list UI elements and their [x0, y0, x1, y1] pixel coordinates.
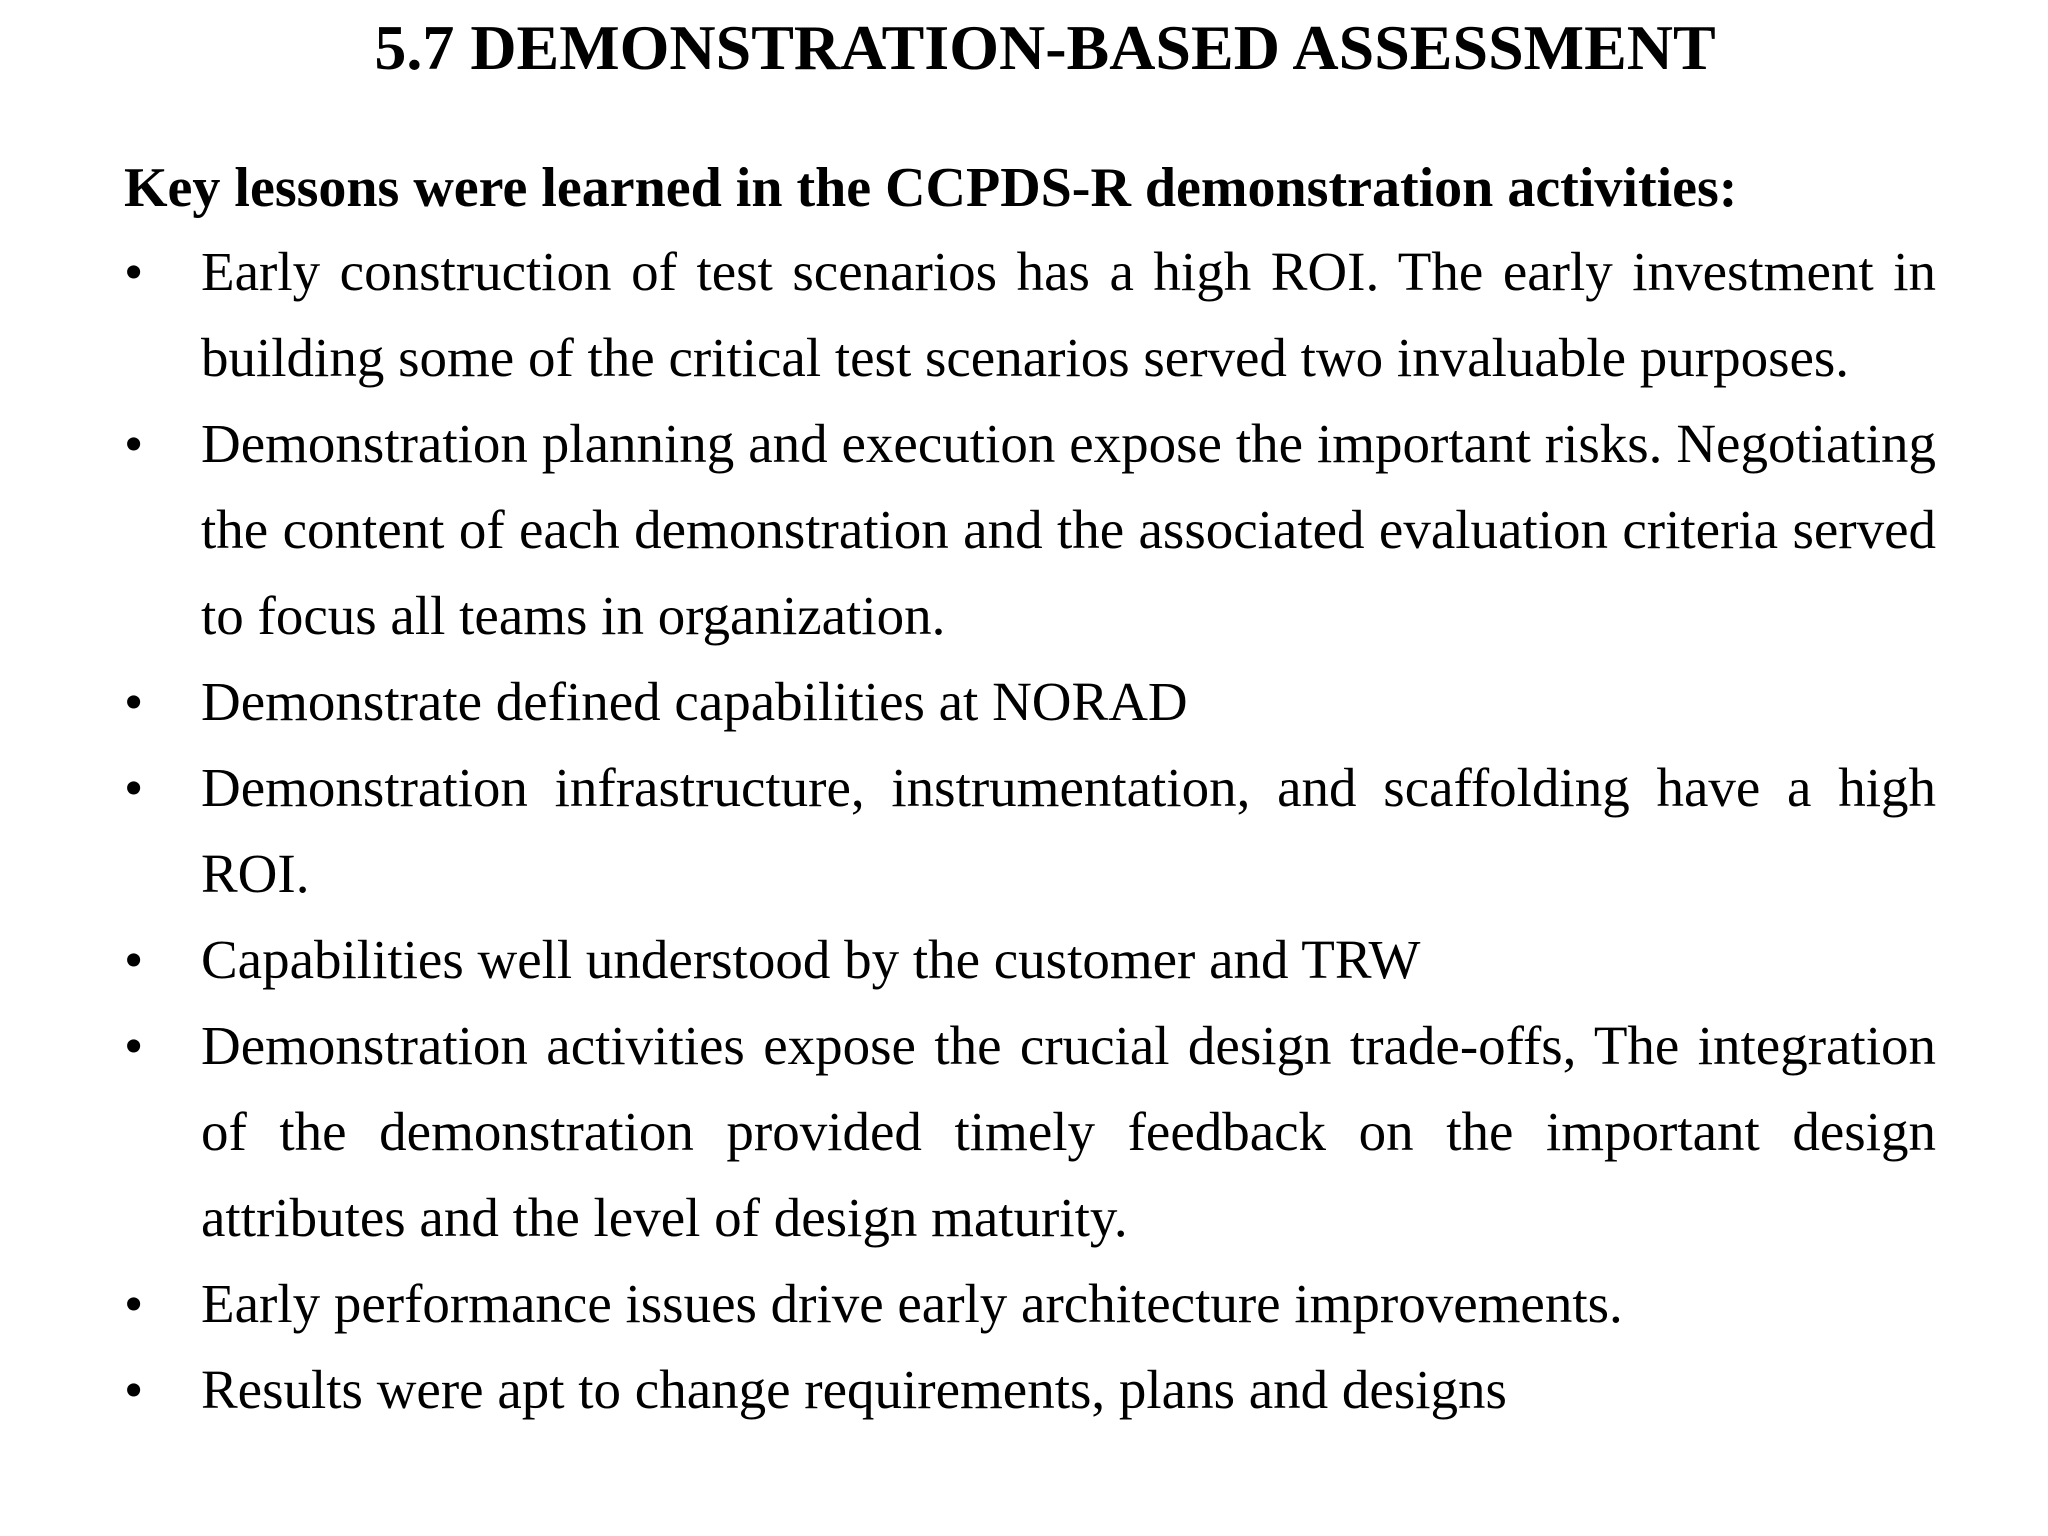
lessons-list — [124, 229, 1936, 1433]
bullet-icon: • — [124, 413, 144, 474]
bullet-icon: • — [124, 1273, 144, 1334]
list-item-text: Capabilities well understood by the customer and TRW — [201, 929, 1421, 990]
list-item-text: Early performance issues drive early architecture improvements. — [201, 1273, 1623, 1334]
list-item — [124, 745, 1936, 917]
list-item-text: Results were apt to change requirements, plans and designs — [201, 1359, 1507, 1420]
slide-title: 5.7 DEMONSTRATION-BASED ASSESSMENT — [374, 12, 1716, 83]
bullet-icon: • — [124, 241, 144, 302]
bullet-icon: • — [124, 1015, 144, 1076]
list-item — [124, 917, 1936, 1003]
list-item — [124, 229, 1936, 401]
list-item — [124, 1261, 1936, 1347]
intro-heading: Key lessons were learned in the CCPDS-R demonstration activities: — [124, 157, 1738, 219]
bullet-icon: • — [124, 757, 144, 818]
list-item-text: Demonstration infrastructure, instrumentation, and scaffolding have a high ROI. — [201, 757, 1936, 904]
list-item — [124, 1347, 1936, 1433]
list-item-text: Early construction of test scenarios has a high ROI. The early investment in building some of the critical test scenarios served two invaluable purposes. — [201, 241, 1936, 388]
list-item — [124, 401, 1936, 659]
list-item-text: Demonstrate defined capabilities at NORAD — [201, 671, 1188, 732]
bullet-icon: • — [124, 1359, 144, 1420]
bullet-icon: • — [124, 929, 144, 990]
list-item-text: Demonstration activities expose the crucial design trade-offs, The integration of the demonstration provided timely feedback on the important design attributes and the level of design maturity. — [201, 1015, 1936, 1248]
list-item — [124, 659, 1936, 745]
bullet-icon: • — [124, 671, 144, 732]
list-item-text: Demonstration planning and execution expose the important risks. Negotiating the content of each demonstration and the associated evaluation criteria served to focus all teams in organization. — [201, 413, 1936, 646]
list-item — [124, 1003, 1936, 1261]
